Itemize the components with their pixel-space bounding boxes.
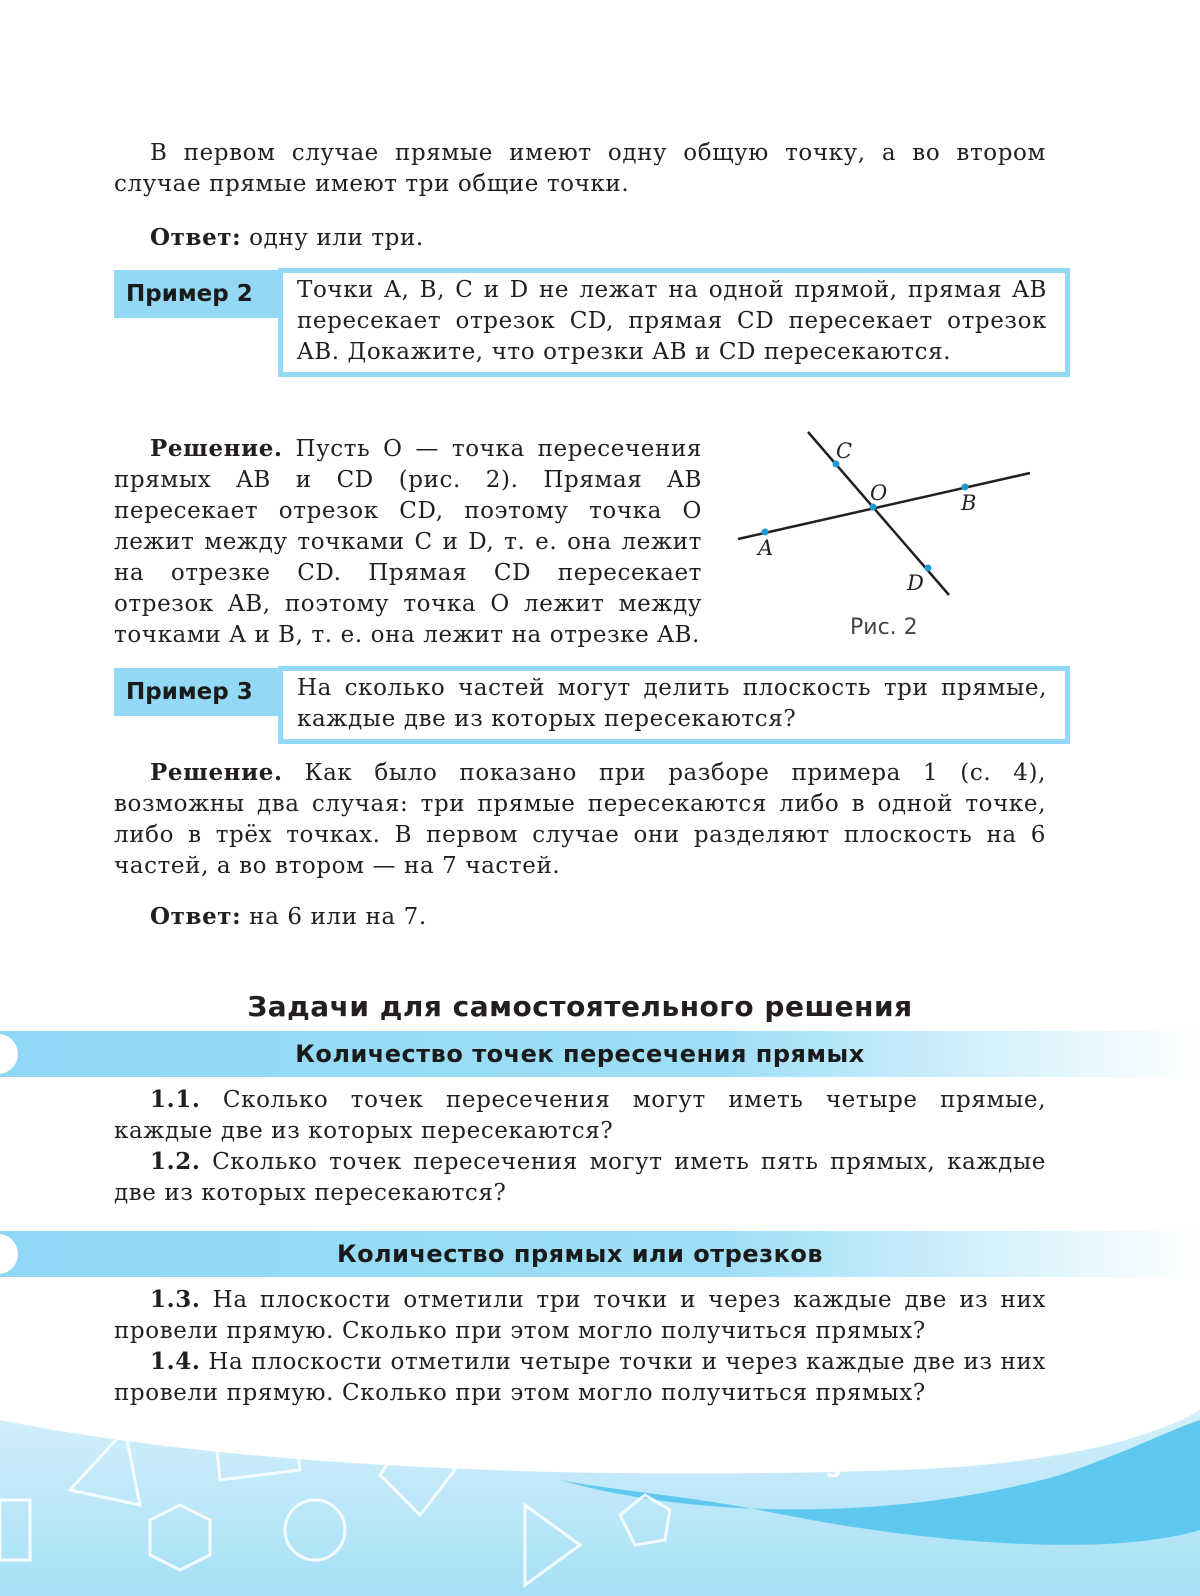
subsection-title: Количество прямых или отрезков bbox=[336, 1240, 824, 1268]
task-1-3 bbox=[114, 1284, 1046, 1347]
solution-2 bbox=[114, 433, 702, 651]
solution-label: Решение. bbox=[150, 435, 283, 462]
footer-decoration bbox=[0, 1410, 1200, 1596]
answer-1 bbox=[114, 222, 1046, 254]
example-2-tag: Пример 2 bbox=[114, 270, 282, 318]
label-o: O bbox=[870, 481, 888, 505]
page-number: 5 bbox=[825, 1455, 843, 1483]
example-3-tag: Пример 3 bbox=[114, 668, 282, 716]
solution-text: Как было показано при разборе примера 1 (с. 4), возможны два случая: три прямые пересекаются либо в одной точке, либо в трёх точках. В первом случае они разделяют плоскость на 6 частей, а во втором — на 7 частей. bbox=[114, 760, 1046, 879]
intro-text: В первом случае прямые имеют одну общую точку, а во втором случае прямые имеют три общие точки. bbox=[114, 140, 1046, 197]
solution-label: Решение. bbox=[150, 759, 283, 786]
task-text: Сколько точек пересечения могут иметь четыре прямые, каждые две из которых пересекаются? bbox=[114, 1087, 1046, 1144]
example-2-box bbox=[278, 268, 1070, 377]
answer-3 bbox=[114, 901, 1046, 933]
task-1-1 bbox=[114, 1084, 1046, 1147]
intro-paragraph bbox=[114, 138, 1046, 200]
subsection-title: Количество точек пересечения прямых bbox=[295, 1040, 865, 1068]
figure-caption: Рис. 2 bbox=[850, 615, 918, 640]
example-3-box bbox=[278, 666, 1070, 744]
solution-text: Пусть O — точка пересечения прямых AB и CD (рис. 2). Прямая AB пересекает отрезок CD, поэтому точка O лежит между точками C и D, т. е. она лежит на отрезке CD. Прямая CD пересекает отрезок AB, поэтому точка O лежит между точками A и B, т. е. она лежит на отрезке AB. bbox=[114, 436, 702, 648]
label-a: A bbox=[758, 536, 774, 560]
task-number: 1.1. bbox=[150, 1086, 201, 1113]
label-b: B bbox=[961, 491, 977, 515]
task-1-4 bbox=[114, 1346, 1046, 1409]
point-b bbox=[962, 484, 969, 491]
task-number: 1.4. bbox=[150, 1348, 201, 1375]
task-number: 1.3. bbox=[150, 1286, 201, 1313]
example-2-text: Точки A, B, C и D не лежат на одной прямой, прямая AB пересекает отрезок CD, прямая CD пересекает отрезок AB. Докажите, что отрезки AB и CD пересекаются. bbox=[297, 277, 1047, 365]
answer-label: Ответ: bbox=[150, 224, 242, 251]
point-d bbox=[925, 565, 932, 572]
task-1-2 bbox=[114, 1146, 1046, 1209]
subsection-band-1 bbox=[0, 1031, 1200, 1077]
answer-text: одну или три. bbox=[241, 225, 424, 251]
subsection-band-2 bbox=[0, 1231, 1200, 1277]
label-d: D bbox=[907, 571, 924, 595]
task-text: На плоскости отметили четыре точки и через каждые две из них провели прямую. Сколько при этом могло получиться прямых? bbox=[114, 1349, 1046, 1406]
label-c: C bbox=[836, 439, 853, 463]
task-text: На плоскости отметили три точки и через каждые две из них провели прямую. Сколько при этом могло получиться прямых? bbox=[114, 1287, 1046, 1344]
example-3-text: На сколько частей могут делить плоскость три прямые, каждые две из которых пересекаются? bbox=[297, 675, 1047, 732]
answer-label: Ответ: bbox=[150, 903, 242, 930]
task-text: Сколько точек пересечения могут иметь пять прямых, каждые две из которых пересекаются? bbox=[114, 1149, 1046, 1206]
section-title: Задачи для самостоятельного решения bbox=[247, 990, 913, 1023]
point-a bbox=[762, 529, 769, 536]
answer-text: на 6 или на 7. bbox=[241, 904, 427, 930]
solution-3 bbox=[114, 757, 1046, 882]
task-number: 1.2. bbox=[150, 1148, 201, 1175]
